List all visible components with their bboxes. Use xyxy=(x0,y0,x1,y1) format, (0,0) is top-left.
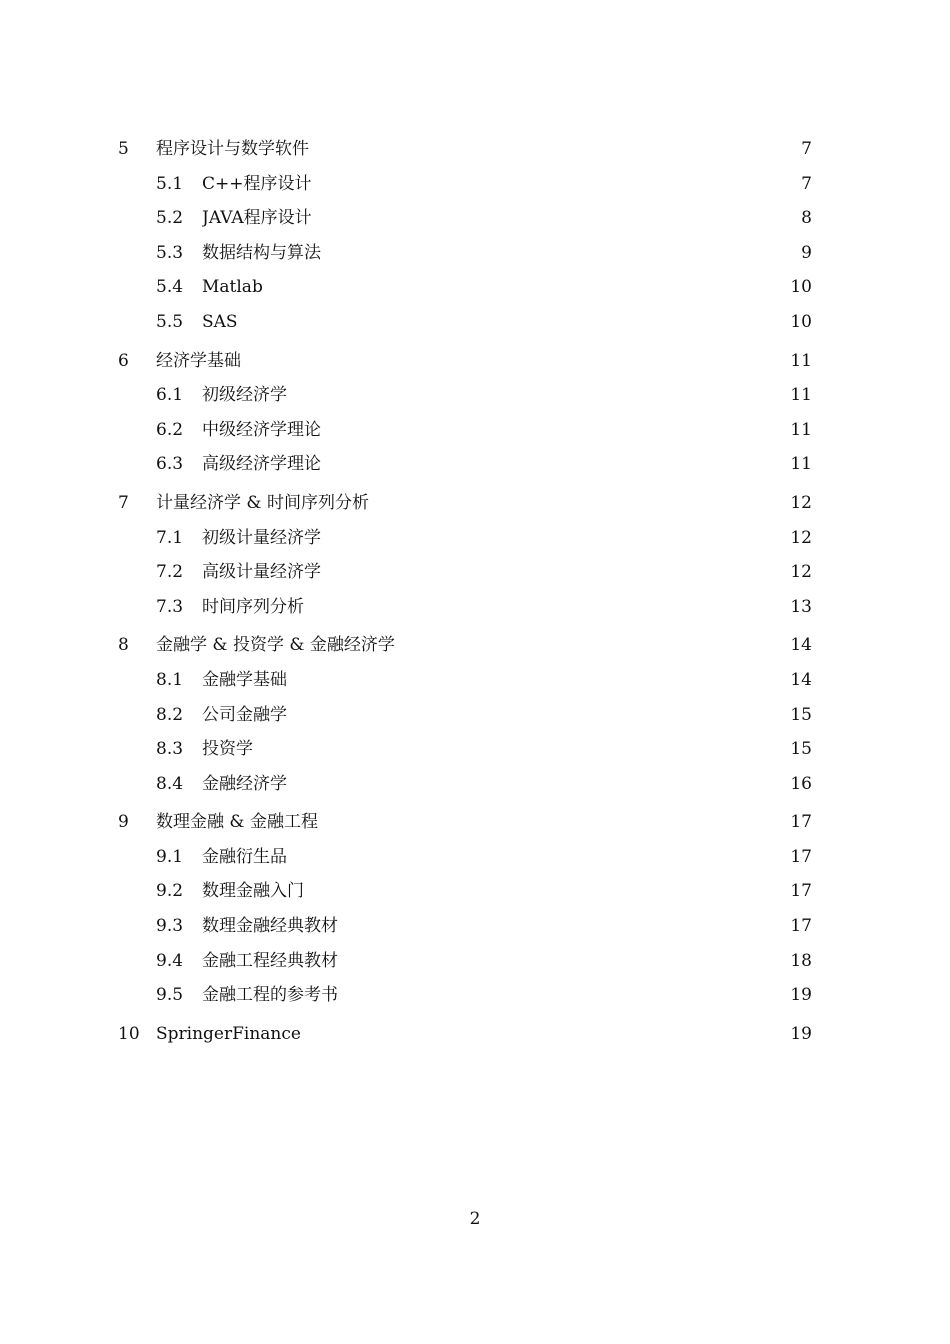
toc-row[interactable] xyxy=(118,132,812,167)
toc-page: 9 xyxy=(801,242,812,263)
toc-number: 5.4 xyxy=(156,277,184,298)
toc-row[interactable] xyxy=(118,1017,812,1052)
toc-title: 公司金融学 xyxy=(202,704,287,725)
toc-page: 15 xyxy=(790,704,812,725)
toc-page: 8 xyxy=(801,208,812,229)
toc-page: 17 xyxy=(790,846,812,867)
toc-page: 13 xyxy=(790,596,812,617)
page-number: 2 xyxy=(469,1209,481,1229)
toc-number: 9.2 xyxy=(156,881,184,902)
toc-title: SAS xyxy=(202,311,238,332)
toc-page: 17 xyxy=(790,812,812,833)
toc-number: 7 xyxy=(118,492,129,513)
toc-number: 6.2 xyxy=(156,419,184,440)
toc-row[interactable] xyxy=(118,344,812,379)
toc-title: 经济学基础 xyxy=(156,350,241,371)
toc-row[interactable] xyxy=(118,944,812,979)
toc-row[interactable] xyxy=(118,874,812,909)
toc-title: 投资学 xyxy=(202,739,253,760)
toc-title: SpringerFinance xyxy=(156,1023,301,1044)
toc-number: 5.3 xyxy=(156,242,184,263)
toc-title: 数理金融 & 金融工程 xyxy=(156,812,318,833)
toc-page: 12 xyxy=(790,562,812,583)
toc-page: 19 xyxy=(790,985,812,1006)
toc-title: 初级计量经济学 xyxy=(202,527,321,548)
table-of-contents xyxy=(118,132,812,1051)
toc-row[interactable] xyxy=(118,663,812,698)
toc-row[interactable] xyxy=(118,698,812,733)
toc-title: 高级经济学理论 xyxy=(202,454,321,475)
toc-page: 12 xyxy=(790,492,812,513)
toc-title: 程序设计与数学软件 xyxy=(156,139,309,159)
toc-page: 14 xyxy=(790,669,812,690)
toc-row[interactable] xyxy=(118,767,812,802)
toc-title: 初级经济学 xyxy=(202,385,287,406)
toc-number: 7.2 xyxy=(156,562,184,583)
toc-row[interactable] xyxy=(118,521,812,556)
toc-number: 8.4 xyxy=(156,773,184,794)
toc-page: 14 xyxy=(790,635,812,656)
toc-title: 高级计量经济学 xyxy=(202,562,321,583)
toc-title: 中级经济学理论 xyxy=(202,419,321,440)
toc-row[interactable] xyxy=(118,270,812,305)
toc-row[interactable] xyxy=(118,201,812,236)
toc-page: 10 xyxy=(790,311,812,332)
toc-number: 10 xyxy=(118,1023,140,1044)
toc-row[interactable] xyxy=(118,628,812,663)
toc-row[interactable] xyxy=(118,378,812,413)
toc-number: 8.1 xyxy=(156,669,184,690)
toc-row[interactable] xyxy=(118,978,812,1013)
toc-row[interactable] xyxy=(118,236,812,271)
toc-title: 金融学 & 投资学 & 金融经济学 xyxy=(156,635,395,656)
toc-row[interactable] xyxy=(118,732,812,767)
toc-page: 11 xyxy=(790,454,812,475)
toc-page: 7 xyxy=(801,173,812,194)
toc-number: 9.5 xyxy=(156,985,184,1006)
toc-title: 计量经济学 & 时间序列分析 xyxy=(156,492,369,513)
toc-row[interactable] xyxy=(118,413,812,448)
toc-row[interactable] xyxy=(118,305,812,340)
toc-page: 10 xyxy=(790,277,812,298)
toc-number: 7.3 xyxy=(156,596,184,617)
toc-page: 15 xyxy=(790,739,812,760)
toc-number: 8.3 xyxy=(156,739,184,760)
toc-number: 5.2 xyxy=(156,208,184,229)
toc-number: 5 xyxy=(118,139,129,159)
toc-page: 12 xyxy=(790,527,812,548)
toc-number: 9.1 xyxy=(156,846,184,867)
toc-number: 8 xyxy=(118,635,129,656)
toc-row[interactable] xyxy=(118,805,812,840)
toc-title: 金融经济学 xyxy=(202,773,287,794)
toc-number: 7.1 xyxy=(156,527,184,548)
toc-row[interactable] xyxy=(118,447,812,482)
toc-row[interactable] xyxy=(118,167,812,202)
toc-row[interactable] xyxy=(118,909,812,944)
toc-number: 6 xyxy=(118,350,129,371)
toc-number: 9.3 xyxy=(156,916,184,937)
toc-number: 8.2 xyxy=(156,704,184,725)
toc-row[interactable] xyxy=(118,840,812,875)
toc-number: 5.1 xyxy=(156,173,184,194)
toc-title: 数理金融经典教材 xyxy=(202,916,338,937)
toc-page: 17 xyxy=(790,916,812,937)
toc-number: 9 xyxy=(118,812,129,833)
toc-page: 11 xyxy=(790,350,812,371)
toc-title: 金融工程的参考书 xyxy=(202,985,338,1006)
toc-number: 6.3 xyxy=(156,454,184,475)
toc-page: 17 xyxy=(790,881,812,902)
toc-title: C++程序设计 xyxy=(202,173,312,194)
toc-row[interactable] xyxy=(118,590,812,625)
toc-title: 金融衍生品 xyxy=(202,846,287,867)
toc-number: 5.5 xyxy=(156,311,184,332)
toc-title: 数理金融入门 xyxy=(202,881,304,902)
toc-page: 16 xyxy=(790,773,812,794)
toc-row[interactable] xyxy=(118,555,812,590)
toc-row[interactable] xyxy=(118,486,812,521)
toc-title: JAVA程序设计 xyxy=(202,208,312,229)
toc-title: 金融工程经典教材 xyxy=(202,950,338,971)
toc-title: 数据结构与算法 xyxy=(202,242,321,263)
toc-page: 11 xyxy=(790,385,812,406)
toc-page: 19 xyxy=(790,1023,812,1044)
toc-page: 7 xyxy=(801,139,812,159)
toc-title: Matlab xyxy=(202,277,263,298)
toc-title: 时间序列分析 xyxy=(202,596,304,617)
toc-number: 9.4 xyxy=(156,950,184,971)
toc-page: 11 xyxy=(790,419,812,440)
toc-number: 6.1 xyxy=(156,385,184,406)
toc-page: 18 xyxy=(790,950,812,971)
toc-title: 金融学基础 xyxy=(202,669,287,690)
